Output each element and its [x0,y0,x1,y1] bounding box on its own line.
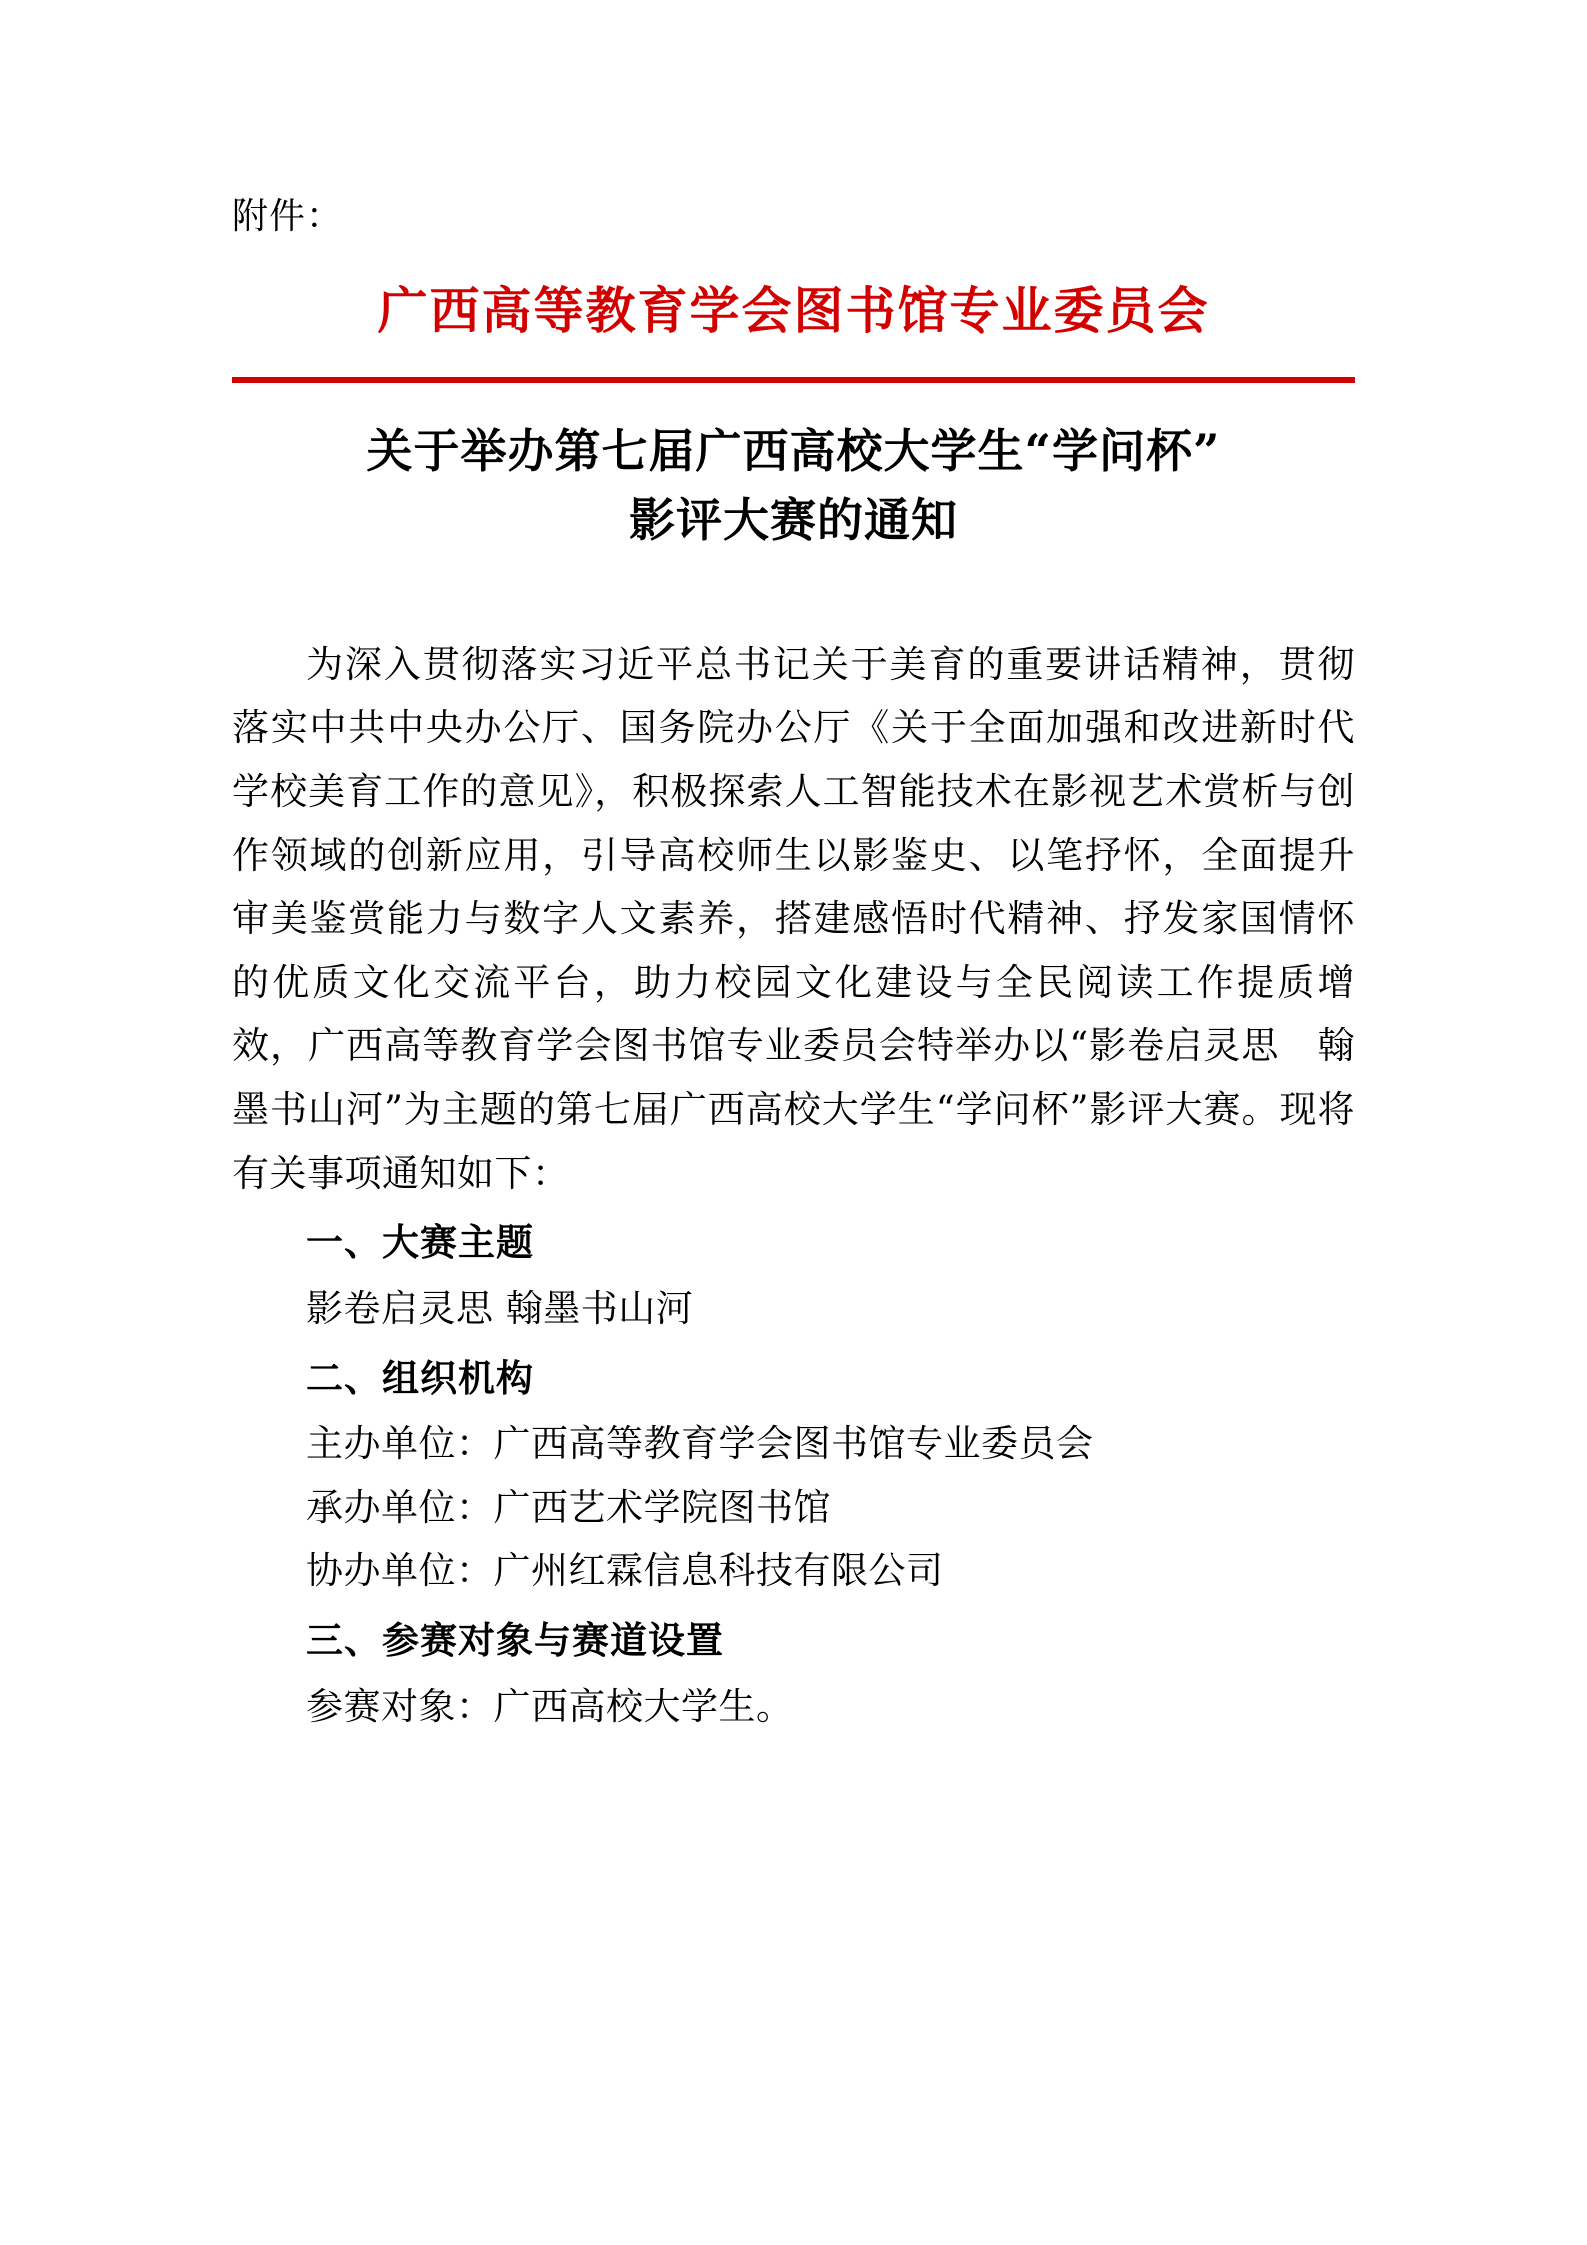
document-title-line-1: 关于举办第七届广西高校大学生“学问杯” [366,423,1221,478]
document-title-line-2: 影评大赛的通知 [629,492,958,547]
section-heading-3: 三、参赛对象与赛道设置 [306,1618,724,1663]
section-2-line-1: 主办单位：广西高等教育学会图书馆专业委员会 [306,1422,1094,1466]
section-2-line-2: 承办单位：广西艺术学院图书馆 [306,1485,831,1529]
section-1-line-1: 影卷启灵思 翰墨书山河 [306,1286,694,1330]
red-divider-rule [232,377,1355,383]
attachment-label: 附件： [232,196,344,237]
section-heading-1: 一、大赛主题 [306,1220,534,1265]
organization-title: 广西高等教育学会图书馆专业委员会 [377,281,1210,341]
section-heading-2: 二、组织机构 [306,1355,534,1400]
section-2-line-3: 协办单位：广州红霖信息科技有限公司 [306,1549,944,1593]
section-3-line-1: 参赛对象：广西高校大学生。 [306,1684,794,1728]
document-title [232,417,1355,555]
intro-paragraph: 为深入贯彻落实习近平总书记关于美育的重要讲话精神，贯彻落实中共中央办公厅、国务院办公厅《关于全面加强和改进新时代学校美育工作的意见》，积极探索人工智能技术在影视艺术赏析与创作领域的创新应用，引导高校师生以影鉴史、以笔抒怀，全面提升审美鉴赏能力与数字人文素养，搭建感悟时代精神、抒发家国情怀的优质文化交流平台，助力校园文化建设与全民阅读工作提质增效，广西高等教育学会图书馆专业委员会特举办以“影卷启灵思 翰墨书山河”为主题的第七届广西高校大学生“学问杯”影评大赛。现将有关事项通知如下： [232,642,1355,1195]
document-body [232,633,1355,1739]
